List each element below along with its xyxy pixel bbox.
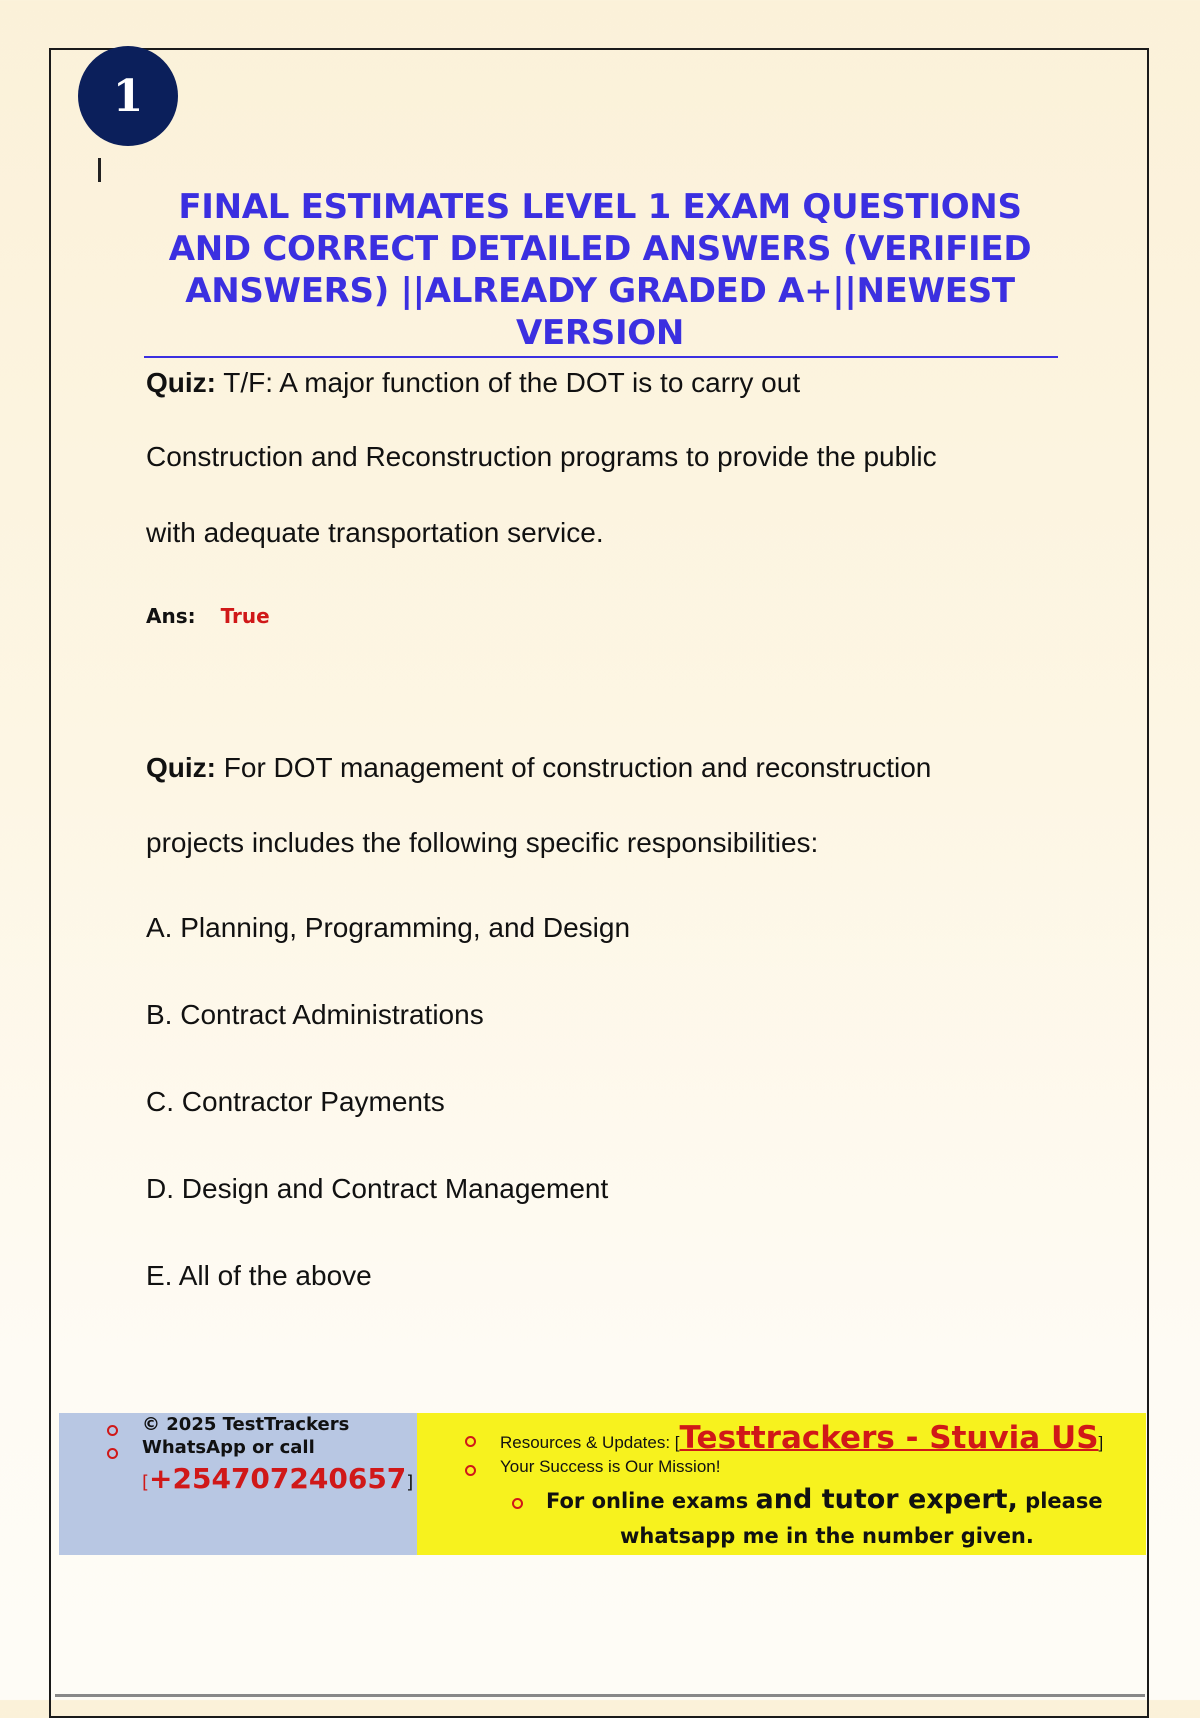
- page-number: 1: [112, 70, 144, 122]
- question-2-line-2: projects includes the following specific responsibilities:: [146, 827, 819, 858]
- copyright-text: © 2025 TestTrackers: [142, 1414, 350, 1435]
- option-e: E. All of the above: [146, 1260, 372, 1291]
- title-line: ANSWERS) ||ALREADY GRADED A+||NEWEST: [185, 271, 1015, 311]
- answer-1: [146, 604, 270, 628]
- bullet-icon: [107, 1425, 118, 1436]
- option-b: B. Contract Administrations: [146, 999, 484, 1030]
- question-1-line-3: with adequate transportation service.: [146, 517, 604, 548]
- quiz-label: Quiz:: [146, 367, 216, 398]
- whatsapp-label: WhatsApp or call: [142, 1437, 315, 1458]
- cta-part-3: please: [1025, 1489, 1103, 1513]
- question-text: T/F: A major function of the DOT is to carry out: [223, 367, 801, 398]
- question-1-line-1: [146, 345, 1046, 421]
- bullet-icon: [512, 1498, 523, 1509]
- answer-label: Ans:: [146, 604, 196, 628]
- quiz-label: Quiz:: [146, 752, 216, 783]
- option-c: C. Contractor Payments: [146, 1086, 445, 1117]
- cta-part-2: and tutor expert,: [755, 1484, 1018, 1515]
- phone-number[interactable]: [142, 1462, 413, 1495]
- bullet-icon: [107, 1448, 118, 1459]
- title-line: VERSION: [515, 313, 685, 353]
- option-a: A. Planning, Programming, and Design: [146, 912, 631, 943]
- page-number-badge: [78, 46, 178, 146]
- title-line: AND CORRECT DETAILED ANSWERS (VERIFIED: [168, 229, 1032, 269]
- page-bottom-edge: [55, 1694, 1145, 1697]
- cta-line-1: [546, 1484, 1103, 1515]
- document-title: [145, 186, 1055, 354]
- bullet-icon: [465, 1436, 476, 1447]
- question-2-line-1: [146, 730, 1046, 806]
- cta-line-2: whatsapp me in the number given.: [620, 1524, 1034, 1548]
- resources-label: Resources & Updates: [: [500, 1433, 680, 1452]
- title-line: FINAL ESTIMATES LEVEL 1 EXAM QUESTIONS: [178, 187, 1022, 227]
- bullet-icon: [465, 1465, 476, 1476]
- answer-value: True: [220, 604, 270, 628]
- phone-value: +254707240657: [149, 1462, 407, 1495]
- question-1-line-2: Construction and Reconstruction programs to provide the public: [146, 441, 937, 472]
- question-text: For DOT management of construction and reconstruction: [223, 752, 932, 783]
- resources-line: [500, 1420, 1103, 1456]
- option-d: D. Design and Contract Management: [146, 1173, 609, 1204]
- brand-link[interactable]: Testtrackers - Stuvia US: [679, 1420, 1099, 1456]
- text-cursor: [98, 158, 101, 182]
- resources-close: ]: [1098, 1433, 1104, 1452]
- cta-part-1: For online exams: [546, 1489, 749, 1513]
- phone-open-bracket: [: [142, 1472, 150, 1493]
- mission-text: Your Success is Our Mission!: [500, 1457, 721, 1476]
- phone-close-bracket: ]: [406, 1472, 414, 1493]
